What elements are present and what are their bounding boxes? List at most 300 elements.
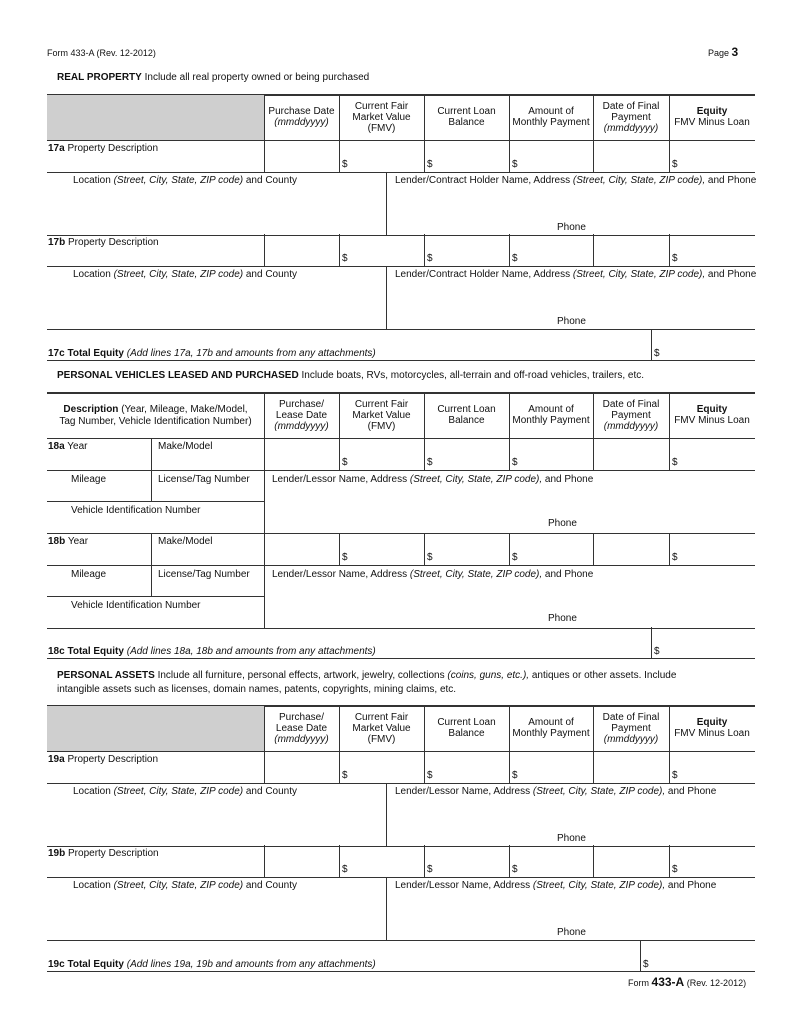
column-header-5-line: (mmddyyyy) xyxy=(603,420,659,432)
column-header-3 xyxy=(424,717,509,739)
dollar-sign-part: $ xyxy=(342,159,348,170)
column-divider xyxy=(424,533,425,565)
dollar-sign-part: $ xyxy=(512,457,518,468)
column-divider xyxy=(424,845,425,877)
section-title-real-property-part: Include all real property owned or being purchased xyxy=(144,72,370,83)
year-field-part: 18a xyxy=(48,441,65,452)
year-field-part: 18b xyxy=(48,536,66,547)
column-header-5-line: Date of Final xyxy=(602,398,660,410)
dollar-sign-part: $ xyxy=(512,864,518,875)
dollar-sign-part: $ xyxy=(427,770,433,781)
column-header-5-line: Date of Final xyxy=(602,100,660,112)
lender-field xyxy=(395,786,716,797)
dollar-sign-part: $ xyxy=(512,552,518,563)
column-header-3-line: Current Loan xyxy=(437,404,496,415)
column-header-5 xyxy=(593,101,669,134)
column-header-4-line: Monthly Payment xyxy=(512,117,590,128)
dollar-sign-part: $ xyxy=(654,348,660,359)
column-divider xyxy=(593,392,594,470)
dollar-sign-part: $ xyxy=(672,457,678,468)
column-header-6 xyxy=(669,106,755,128)
vin-field xyxy=(71,505,201,516)
rule-line xyxy=(47,533,755,534)
column-header-5-line: Payment xyxy=(611,111,651,123)
column-header-4 xyxy=(509,717,593,739)
property-description-field xyxy=(48,754,158,765)
column-header-4 xyxy=(509,404,593,426)
section-title-vehicles xyxy=(57,370,644,381)
column-divider xyxy=(424,94,425,172)
dollar-sign xyxy=(512,457,518,468)
license-tag-field-part: License/Tag Number xyxy=(158,569,250,580)
location-field-part: (Street, City, State, ZIP code) xyxy=(113,175,244,186)
section-title-assets-line2-part: intangible assets such as licenses, domain names, patents, copyrights, mining claims, etc. xyxy=(57,684,457,695)
rule-line xyxy=(47,658,755,659)
section-title-assets-part: antiques or other assets. Include xyxy=(531,670,677,681)
dollar-sign-part: $ xyxy=(672,253,678,264)
dollar-sign xyxy=(643,959,649,970)
lender-field-part: (Street, City, State, ZIP code), xyxy=(532,880,666,891)
vin-field-part: Vehicle Identification Number xyxy=(71,600,201,611)
section-title-vehicles-part: PERSONAL VEHICLES LEASED AND PURCHASED xyxy=(57,370,299,381)
column-divider xyxy=(339,705,340,783)
column-header-2-line: Current Fair xyxy=(354,398,409,410)
dollar-sign-part: $ xyxy=(427,864,433,875)
column-divider xyxy=(339,845,340,877)
column-divider xyxy=(424,392,425,470)
column-divider xyxy=(264,234,265,266)
dollar-sign-part: $ xyxy=(512,253,518,264)
dollar-sign-part: $ xyxy=(342,552,348,563)
location-field-part: (Street, City, State, ZIP code) xyxy=(113,269,244,280)
column-header-1-line: (mmddyyyy) xyxy=(274,117,329,128)
column-header-4-line: Amount of xyxy=(528,106,574,117)
column-header-5-line: (mmddyyyy) xyxy=(603,122,659,134)
column-divider xyxy=(509,234,510,266)
dollar-sign xyxy=(672,159,678,170)
column-divider xyxy=(669,94,670,172)
table-top-border xyxy=(47,392,755,394)
column-header-3-line: Current Loan xyxy=(437,106,496,117)
total-equity-field xyxy=(48,646,376,657)
location-field-part: and County xyxy=(243,880,298,891)
total-equity-field-part: 17c xyxy=(48,348,65,359)
location-field-part: Location xyxy=(73,786,114,797)
page-number-part: 3 xyxy=(731,45,739,59)
phone-label-part: Phone xyxy=(548,613,577,624)
column-divider xyxy=(509,392,510,470)
phone-label xyxy=(557,316,586,327)
column-header-1 xyxy=(264,106,339,128)
column-header-4-line: Monthly Payment xyxy=(512,728,590,739)
column-divider xyxy=(593,94,594,172)
dollar-sign xyxy=(427,770,433,781)
phone-label-part: Phone xyxy=(557,316,586,327)
total-equity-field-part: (Add lines 19a, 19b and amounts from any attachments) xyxy=(126,959,376,970)
year-field xyxy=(48,441,88,452)
page-number-part: Page xyxy=(708,48,730,58)
section-title-assets-line2 xyxy=(57,684,456,695)
year-field-part: Year xyxy=(67,536,89,547)
description-header-line2 xyxy=(47,416,264,427)
column-divider xyxy=(339,94,340,172)
column-divider xyxy=(264,533,265,565)
form-footer-part: (Rev. 12-2012) xyxy=(686,978,747,988)
property-description-field-part: Property Description xyxy=(68,848,159,859)
dollar-sign xyxy=(672,864,678,875)
dollar-sign xyxy=(512,864,518,875)
mileage-field xyxy=(71,569,106,580)
column-header-3 xyxy=(424,106,509,128)
lender-field-part: Lender/Lessor Name, Address xyxy=(395,880,533,891)
lender-field-part: Lender/Lessor Name, Address xyxy=(395,786,533,797)
location-field xyxy=(73,269,297,280)
lender-field-part: (Street, City, State, ZIP code), xyxy=(409,474,543,485)
lender-field-part: and Phone xyxy=(542,569,594,580)
rule-line xyxy=(47,846,755,847)
make-model-field xyxy=(158,441,212,452)
lender-field xyxy=(395,880,716,891)
lender-field-part: Lender/Contract Holder Name, Address xyxy=(395,269,573,280)
dollar-sign-part: $ xyxy=(672,770,678,781)
rule-line xyxy=(47,501,264,502)
column-header-1-line: Lease Date xyxy=(275,409,328,421)
column-divider xyxy=(593,533,594,565)
section-title-assets-part: PERSONAL ASSETS xyxy=(57,670,155,681)
column-divider xyxy=(593,705,594,783)
column-header-6 xyxy=(669,404,755,426)
total-equity-field xyxy=(48,959,376,970)
total-equity-field-part: (Add lines 17a, 17b and amounts from any attachments) xyxy=(126,348,376,359)
dollar-sign xyxy=(427,457,433,468)
year-field xyxy=(48,536,88,547)
lender-field xyxy=(395,175,756,186)
column-header-4-line: Monthly Payment xyxy=(512,415,590,426)
property-description-field-part: 19b xyxy=(48,848,66,859)
location-field-part: and County xyxy=(243,269,298,280)
dollar-sign xyxy=(672,770,678,781)
location-lender-divider xyxy=(386,783,387,846)
column-header-3-line: Balance xyxy=(448,415,485,426)
mileage-field-part: Mileage xyxy=(71,569,107,580)
location-field xyxy=(73,880,297,891)
total-divider xyxy=(640,940,641,971)
dollar-sign xyxy=(654,348,660,359)
rule-line xyxy=(47,329,755,330)
rule-line xyxy=(47,628,755,629)
column-header-6-line: FMV Minus Loan xyxy=(674,728,750,739)
lender-field-part: and Phone xyxy=(665,880,717,891)
column-divider xyxy=(264,94,265,172)
rule-line xyxy=(47,140,755,141)
column-divider xyxy=(264,845,265,877)
property-description-field xyxy=(48,848,159,859)
dollar-sign xyxy=(342,552,348,563)
form-footer xyxy=(628,977,746,989)
make-model-field-part: Make/Model xyxy=(158,441,213,452)
rule-line xyxy=(47,266,755,267)
header-shade xyxy=(47,706,264,751)
dollar-sign xyxy=(427,253,433,264)
rule-line xyxy=(47,940,755,941)
form-footer-part: Form xyxy=(628,978,649,988)
dollar-sign xyxy=(427,552,433,563)
license-tag-field-part: License/Tag Number xyxy=(158,474,250,485)
phone-label-part: Phone xyxy=(548,518,577,529)
description-header-part: (Year, Mileage, Make/Model, xyxy=(121,404,248,415)
column-header-2-line: (FMV) xyxy=(367,122,396,134)
total-equity-field-part: Total Equity xyxy=(67,959,124,970)
vin-field-part: Vehicle Identification Number xyxy=(71,505,201,516)
column-header-2-line: Market Value xyxy=(352,409,411,421)
rule-line xyxy=(47,470,755,471)
phone-label xyxy=(557,833,586,844)
form-id xyxy=(47,48,156,59)
location-field xyxy=(73,175,297,186)
column-header-2-line: Current Fair xyxy=(354,711,409,723)
total-equity-field-part: 18c xyxy=(48,646,65,657)
lender-field-part: Lender/Contract Holder Name, Address xyxy=(395,175,573,186)
column-divider xyxy=(264,470,265,533)
rule-line xyxy=(47,235,755,236)
property-description-field xyxy=(48,237,159,248)
rule-line xyxy=(47,783,755,784)
column-header-4-line: Amount of xyxy=(528,717,574,728)
dollar-sign-part: $ xyxy=(672,864,678,875)
total-divider xyxy=(651,329,652,360)
lender-field-part: Lender/Lessor Name, Address xyxy=(272,474,410,485)
section-title-real-property-part: REAL PROPERTY xyxy=(57,72,142,83)
column-header-6-line: Equity xyxy=(696,106,728,117)
location-field xyxy=(73,786,297,797)
dollar-sign xyxy=(654,646,660,657)
column-header-6-line: Equity xyxy=(696,717,728,728)
lender-field xyxy=(272,474,593,485)
column-header-1-line: Purchase/ xyxy=(278,398,325,410)
phone-label xyxy=(557,222,586,233)
lender-field-part: (Street, City, State, ZIP code), xyxy=(532,786,666,797)
description-header xyxy=(47,404,264,415)
lender-field-part: and Phone xyxy=(705,175,757,186)
column-divider xyxy=(424,234,425,266)
dollar-sign-part: $ xyxy=(427,159,433,170)
page-number xyxy=(708,47,738,59)
column-divider xyxy=(264,705,265,783)
location-field-part: (Street, City, State, ZIP code) xyxy=(113,880,244,891)
total-equity-field xyxy=(48,348,376,359)
year-field-part: Year xyxy=(67,441,88,452)
column-header-2-line: Market Value xyxy=(352,722,411,734)
section-title-vehicles-part: Include boats, RVs, motorcycles, all-terrain and off-road vehicles, trailers, etc. xyxy=(301,370,645,381)
location-field-part: Location xyxy=(73,175,114,186)
mileage-field-part: Mileage xyxy=(71,474,107,485)
dollar-sign xyxy=(512,159,518,170)
rule-line xyxy=(47,596,264,597)
rule-line xyxy=(47,751,755,752)
phone-label-part: Phone xyxy=(557,222,586,233)
property-description-field-part: Property Description xyxy=(67,143,159,154)
rule-line xyxy=(47,360,755,361)
dollar-sign-part: $ xyxy=(342,457,348,468)
section-title-assets-part: (coins, guns, etc.), xyxy=(447,670,530,681)
location-lender-divider xyxy=(386,172,387,235)
column-divider xyxy=(509,705,510,783)
phone-label xyxy=(548,518,577,529)
description-header-part: Description xyxy=(63,404,119,415)
column-divider xyxy=(264,392,265,470)
phone-label xyxy=(557,927,586,938)
total-divider xyxy=(651,627,652,658)
column-divider xyxy=(669,392,670,470)
column-header-1-line: (mmddyyyy) xyxy=(274,420,329,432)
lender-field-part: (Street, City, State, ZIP code), xyxy=(572,269,706,280)
rule-line xyxy=(47,971,755,972)
dollar-sign xyxy=(672,552,678,563)
license-tag-field xyxy=(158,474,250,485)
lender-field xyxy=(395,269,756,280)
lender-field-part: and Phone xyxy=(665,786,717,797)
dollar-sign xyxy=(342,864,348,875)
column-header-2-line: (FMV) xyxy=(367,420,396,432)
dollar-sign xyxy=(512,253,518,264)
column-header-1-line: (mmddyyyy) xyxy=(274,733,329,745)
column-header-5-line: Date of Final xyxy=(602,711,660,723)
dollar-sign-part: $ xyxy=(427,253,433,264)
column-header-3-line: Current Loan xyxy=(437,717,496,728)
column-divider xyxy=(339,234,340,266)
dollar-sign xyxy=(342,159,348,170)
property-description-field xyxy=(48,143,158,154)
section-title-assets-part: Include all furniture, personal effects, artwork, jewelry, collections xyxy=(157,670,445,681)
location-field-part: and County xyxy=(243,175,298,186)
form-id-part: Form 433-A (Rev. 12-2012) xyxy=(47,48,156,58)
column-divider xyxy=(669,533,670,565)
column-header-3-line: Balance xyxy=(448,117,485,128)
column-header-1-line: Purchase Date xyxy=(268,106,335,117)
header-shade xyxy=(47,95,264,140)
column-divider xyxy=(509,94,510,172)
dollar-sign xyxy=(427,159,433,170)
column-divider xyxy=(339,392,340,470)
dollar-sign-part: $ xyxy=(512,159,518,170)
dollar-sign-part: $ xyxy=(427,457,433,468)
total-equity-field-part: Total Equity xyxy=(67,348,124,359)
rule-line xyxy=(47,877,755,878)
phone-label-part: Phone xyxy=(557,833,586,844)
dollar-sign-part: $ xyxy=(654,646,660,657)
column-header-2-line: Market Value xyxy=(352,111,411,123)
column-header-6 xyxy=(669,717,755,739)
location-field-part: (Street, City, State, ZIP code) xyxy=(113,786,244,797)
lender-field xyxy=(272,569,593,580)
location-lender-divider xyxy=(386,266,387,329)
vin-field xyxy=(71,600,201,611)
column-header-5-line: (mmddyyyy) xyxy=(603,733,659,745)
column-header-2 xyxy=(339,712,424,745)
property-description-field-part: Property Description xyxy=(67,754,159,765)
total-equity-field-part: Total Equity xyxy=(67,646,124,657)
column-header-6-line: Equity xyxy=(696,404,728,415)
description-header-line2-part: Tag Number, Vehicle Identification Number) xyxy=(59,416,252,427)
column-header-4-line: Amount of xyxy=(528,404,574,415)
make-model-field-part: Make/Model xyxy=(158,536,213,547)
mileage-field xyxy=(71,474,106,485)
location-field-part: Location xyxy=(73,880,114,891)
lender-field-part: Lender/Lessor Name, Address xyxy=(272,569,410,580)
column-divider xyxy=(669,234,670,266)
total-equity-field-part: (Add lines 18a, 18b and amounts from any attachments) xyxy=(126,646,376,657)
dollar-sign xyxy=(342,253,348,264)
location-field-part: Location xyxy=(73,269,114,280)
column-header-5 xyxy=(593,712,669,745)
dollar-sign-part: $ xyxy=(643,959,649,970)
section-title-assets xyxy=(57,670,676,681)
column-header-6-line: FMV Minus Loan xyxy=(674,117,750,128)
dollar-sign xyxy=(512,770,518,781)
column-header-2 xyxy=(339,399,424,432)
column-divider xyxy=(264,565,265,628)
column-divider xyxy=(669,705,670,783)
dollar-sign-part: $ xyxy=(427,552,433,563)
column-header-4 xyxy=(509,106,593,128)
column-header-5 xyxy=(593,399,669,432)
lender-field-part: and Phone xyxy=(542,474,594,485)
lender-field-part: (Street, City, State, ZIP code), xyxy=(409,569,543,580)
dollar-sign-part: $ xyxy=(672,159,678,170)
column-header-1 xyxy=(264,712,339,745)
rule-line xyxy=(47,172,755,173)
column-header-3 xyxy=(424,404,509,426)
column-header-5-line: Payment xyxy=(611,722,651,734)
column-header-2-line: (FMV) xyxy=(367,733,396,745)
dollar-sign xyxy=(427,864,433,875)
column-header-3-line: Balance xyxy=(448,728,485,739)
column-divider xyxy=(339,533,340,565)
license-tag-field xyxy=(158,569,250,580)
column-divider xyxy=(509,533,510,565)
make-model-field xyxy=(158,536,212,547)
column-divider xyxy=(424,705,425,783)
dollar-sign xyxy=(342,770,348,781)
dollar-sign-part: $ xyxy=(342,864,348,875)
phone-label xyxy=(548,613,577,624)
section-title-real-property xyxy=(57,72,369,83)
location-lender-divider xyxy=(386,877,387,940)
form-footer-part: 433-A xyxy=(651,975,685,989)
dollar-sign-part: $ xyxy=(672,552,678,563)
dollar-sign xyxy=(672,253,678,264)
lender-field-part: (Street, City, State, ZIP code), xyxy=(572,175,706,186)
column-header-5-line: Payment xyxy=(611,409,651,421)
dollar-sign-part: $ xyxy=(342,770,348,781)
column-header-2 xyxy=(339,101,424,134)
location-field-part: and County xyxy=(243,786,298,797)
total-equity-field-part: 19c xyxy=(48,959,65,970)
lender-field-part: and Phone xyxy=(705,269,757,280)
column-header-1 xyxy=(264,399,339,432)
rule-line xyxy=(47,438,755,439)
dollar-sign xyxy=(672,457,678,468)
column-divider xyxy=(509,845,510,877)
column-header-2-line: Current Fair xyxy=(354,100,409,112)
column-header-1-line: Purchase/ xyxy=(278,711,325,723)
column-divider xyxy=(593,845,594,877)
dollar-sign-part: $ xyxy=(512,770,518,781)
property-description-field-part: Property Description xyxy=(68,237,159,248)
property-description-field-part: 17b xyxy=(48,237,66,248)
phone-label-part: Phone xyxy=(557,927,586,938)
rule-line xyxy=(47,565,755,566)
